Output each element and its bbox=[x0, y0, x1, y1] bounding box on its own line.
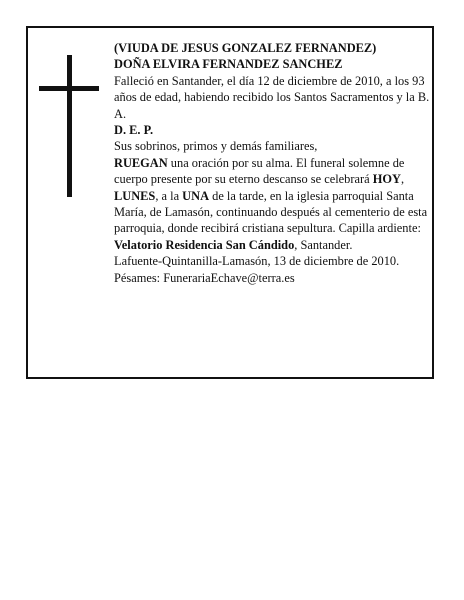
ceremony-paragraph bbox=[114, 155, 432, 253]
prayer-text: una oración por su alma. El funeral solemne de cuerpo presente por su eterno descanso se celebrará bbox=[114, 155, 405, 187]
deceased-name: DOÑA ELVIRA FERNANDEZ SANCHEZ bbox=[114, 57, 343, 72]
death-paragraph: Falleció en Santander, el día 12 de diciembre de 2010, a los 93 años de edad, habiendo recibido los Santos Sacramentos y la B. A. bbox=[114, 73, 430, 121]
cross-vertical-bar bbox=[67, 55, 72, 197]
ruegan-text: RUEGAN bbox=[114, 155, 168, 170]
cross-horizontal-bar bbox=[39, 86, 99, 91]
a-la-text: , a la bbox=[155, 188, 183, 203]
ceremony-text: de la tarde, en la iglesia parroquial Santa María, de Lamasón, continuando después al cementerio de esta parroquia, donde recibirá cristiana sepultura. Capilla ardiente: bbox=[114, 188, 428, 236]
obituary-notice bbox=[26, 26, 434, 379]
notice-text bbox=[114, 40, 432, 286]
dep-line: D. E. P. bbox=[114, 123, 154, 138]
place-date-line: Lafuente-Quintanilla-Lamasón, 13 de diciembre de 2010. bbox=[114, 254, 400, 269]
una-text: UNA bbox=[182, 188, 210, 203]
family-line: Sus sobrinos, primos y demás familiares, bbox=[114, 139, 318, 154]
widow-line: (VIUDA DE JESUS GONZALEZ FERNANDEZ) bbox=[114, 41, 377, 55]
lunes-text: LUNES bbox=[114, 188, 156, 203]
hoy-text: HOY bbox=[372, 172, 401, 187]
chapel-city: , Santander. bbox=[294, 237, 353, 252]
comma-space-text: , bbox=[400, 172, 405, 187]
chapel-name: Velatorio Residencia San Cándido bbox=[114, 237, 295, 252]
cross-icon bbox=[39, 55, 99, 197]
condolences-line: Pésames: FunerariaEchave@terra.es bbox=[114, 270, 295, 285]
